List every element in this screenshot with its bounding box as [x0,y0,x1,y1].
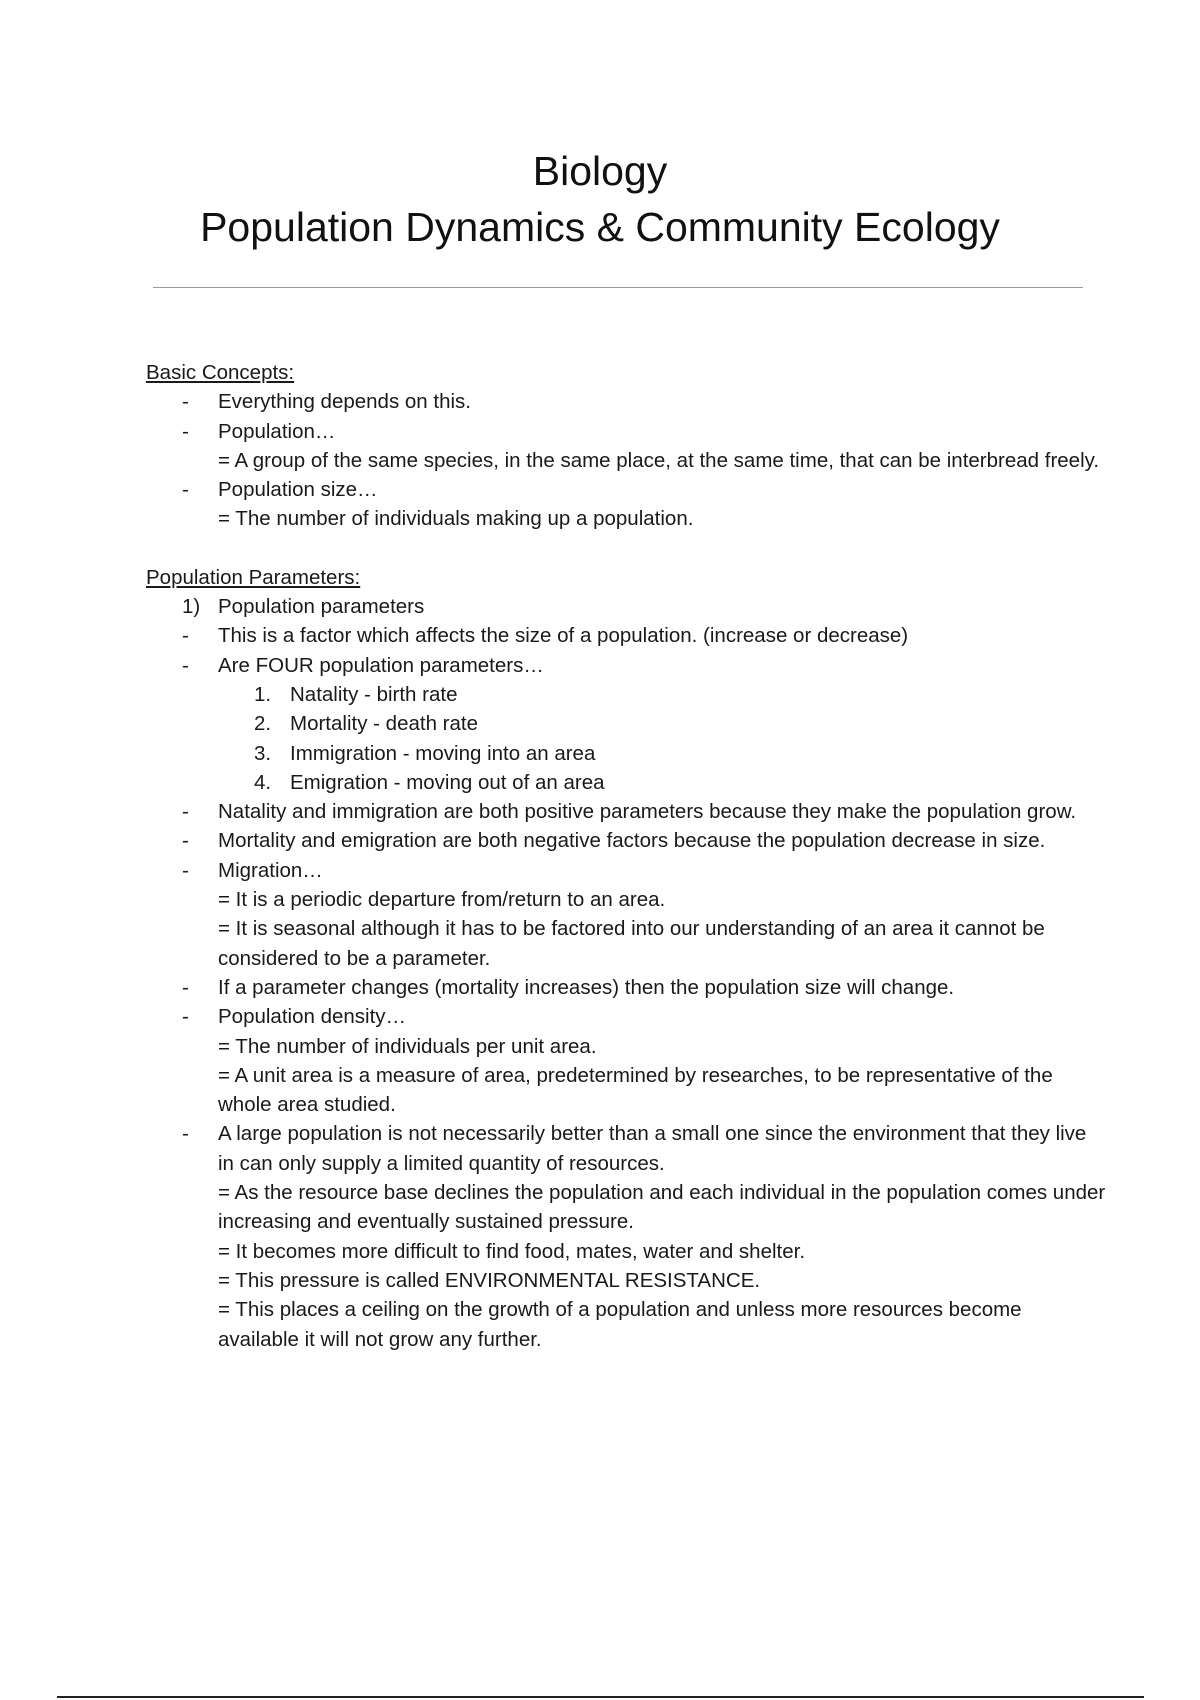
definition-text: = A unit area is a measure of area, predetermined by researches, to be representative of the whole area studied. [218,1063,1053,1117]
section-spacer [146,534,1106,563]
list-item-text: Population… [218,419,336,443]
section-heading-population-parameters: Population Parameters: [146,565,361,589]
title-divider [153,287,1083,288]
sub-list-item-text: Natality - birth rate [290,682,458,706]
definition-text: = As the resource base declines the population and each individual in the population comes under increasing and eventually sustained pressure. [218,1181,1106,1234]
list-item-text: Mortality and emigration are both negative factors because the population decrease in size. [218,829,1046,853]
list-item [146,475,1106,534]
sub-list-item-text: Immigration - moving into an area [290,741,596,765]
bullet-marker: - [182,419,189,443]
bullet-marker: - [182,653,189,677]
definition-text: = This places a ceiling on the growth of a population and unless more resources become available it will not grow any further. [218,1298,1022,1351]
bullet-marker: - [182,858,189,882]
definition-text: = The number of individuals per unit area. [218,1034,597,1058]
list-item [146,856,1106,973]
sub-list-item [146,680,1106,709]
list-item-text: Migration… [218,858,323,882]
sub-list-item [146,739,1106,768]
bullet-marker: - [182,624,189,648]
number-marker: 3. [254,741,272,765]
list-item [146,651,1106,680]
sub-list-item-text: Mortality - death rate [290,712,478,736]
definition-text: = The number of individuals making up a population. [218,507,694,531]
list-item [146,621,1106,650]
document-body [146,358,1106,1354]
definition-text: = It becomes more difficult to find food, mates, water and shelter. [218,1239,806,1263]
bullet-marker: - [182,975,189,999]
definition-text: = This pressure is called ENVIRONMENTAL RESISTANCE. [218,1268,761,1292]
list-item [146,1119,1106,1353]
sub-list-item [146,768,1106,797]
list-item [146,797,1106,826]
bullet-marker: - [182,800,189,824]
list-item [146,417,1106,476]
numbered-item [146,592,1106,621]
list-item-text: Natality and immigration are both positive parameters because they make the population grow. [218,800,1077,824]
bullet-marker: - [182,829,189,853]
section-heading-basic-concepts: Basic Concepts: [146,361,295,384]
title-topic: Population Dynamics & Community Ecology [200,204,1000,250]
definition-text: = It is a periodic departure from/return to an area. [218,888,666,912]
list-item-text: Everything depends on this. [218,390,471,414]
bullet-marker: - [182,1122,189,1146]
list-item-text: Population parameters [218,595,425,619]
number-marker: 2. [254,712,272,736]
number-marker: 4. [254,770,272,794]
list-item-text: This is a factor which affects the size of a population. (increase or decrease) [218,624,909,648]
bullet-marker: - [182,1005,189,1029]
bullet-marker: - [182,478,189,502]
number-marker: 1. [254,682,272,706]
list-item [146,973,1106,1002]
definition-text: = A group of the same species, in the same place, at the same time, that can be interbread freely. [218,448,1100,472]
sub-list-item-text: Emigration - moving out of an area [290,770,605,794]
page-bottom-rule [57,1696,1144,1698]
bullet-marker: - [182,390,189,414]
number-marker: 1) [182,595,201,619]
list-item [146,826,1106,855]
list-item-text: Population density… [218,1005,407,1029]
definition-text: = It is seasonal although it has to be factored into our understanding of an area it cannot be considered to be a parameter. [218,917,1045,970]
list-item-text: Are FOUR population parameters… [218,653,544,677]
document-title [0,143,1200,255]
list-item [146,387,1106,416]
list-item [146,1002,1106,1119]
list-item-text: A large population is not necessarily better than a small one since the environment that they live in can only supply a limited quantity of resources. [218,1122,1087,1175]
sub-list-item [146,709,1106,738]
list-item-text: Population size… [218,478,378,502]
title-subject: Biology [532,148,668,194]
list-item-text: If a parameter changes (mortality increases) then the population size will change. [218,975,955,999]
